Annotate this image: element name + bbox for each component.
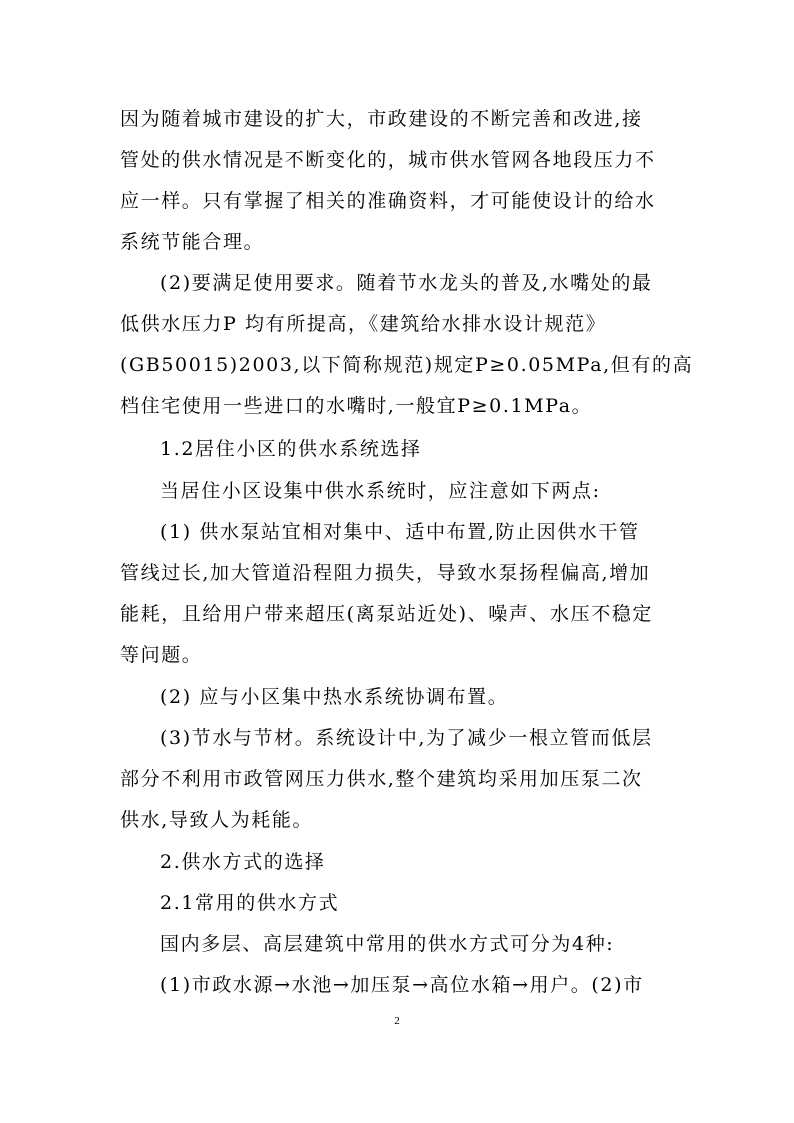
text-line: 管线过长,加大管道沿程阻力损失，导致水泵扬程偏高,增加 — [120, 562, 651, 584]
text-line: 供水,导致人为耗能。 — [120, 809, 314, 831]
section-heading: 1.2居住小区的供水系统选择 — [160, 438, 422, 460]
text-line: 国内多层、高层建筑中常用的供水方式可分为4种: — [160, 933, 615, 955]
text-line: 应一样。只有掌握了相关的准确资料，才可能使设计的给水 — [120, 190, 656, 212]
text-line: (2)要满足使用要求。随着节水龙头的普及,水嘴处的最 — [160, 272, 653, 294]
text-line: 因为随着城市建设的扩大，市政建设的不断完善和改进,接 — [120, 108, 643, 130]
text-line: 管处的供水情况是不断变化的，城市供水管网各地段压力不 — [120, 149, 656, 171]
text-line: 低供水压力P 均有所提高，《建筑给水排水设计规范》 — [120, 313, 607, 335]
text-line: (1) 供水泵站宜相对集中、适中布置,防止因供水干管 — [160, 521, 640, 543]
text-line: (GB50015)2003,以下简称规范)规定P≥0.05MPa,但有的高 — [120, 354, 694, 376]
page-number: 2 — [394, 1015, 400, 1027]
text-line: (1)市政水源→水池→加压泵→高位水箱→用户。(2)市 — [160, 974, 644, 996]
text-line: 档住宅使用一些进口的水嘴时,一般宜P≥0.1MPa。 — [120, 395, 593, 417]
section-heading: 2.供水方式的选择 — [160, 851, 326, 873]
text-line: 等问题。 — [120, 644, 203, 666]
text-line: 能耗，且给用户带来超压(离泵站近处)、噪声、水压不稳定 — [120, 603, 654, 625]
text-line: 当居住小区设集中供水系统时，应注意如下两点: — [160, 480, 601, 502]
text-line: (3)节水与节材。系统设计中,为了减少一根立管而低层 — [160, 727, 653, 749]
text-line: 部分不利用市政管网压力供水,整个建筑均采用加压泵二次 — [120, 768, 643, 790]
text-line: 系统节能合理。 — [120, 231, 265, 253]
section-heading: 2.1常用的供水方式 — [160, 892, 340, 914]
text-line: (2) 应与小区集中热水系统协调布置。 — [160, 686, 509, 708]
